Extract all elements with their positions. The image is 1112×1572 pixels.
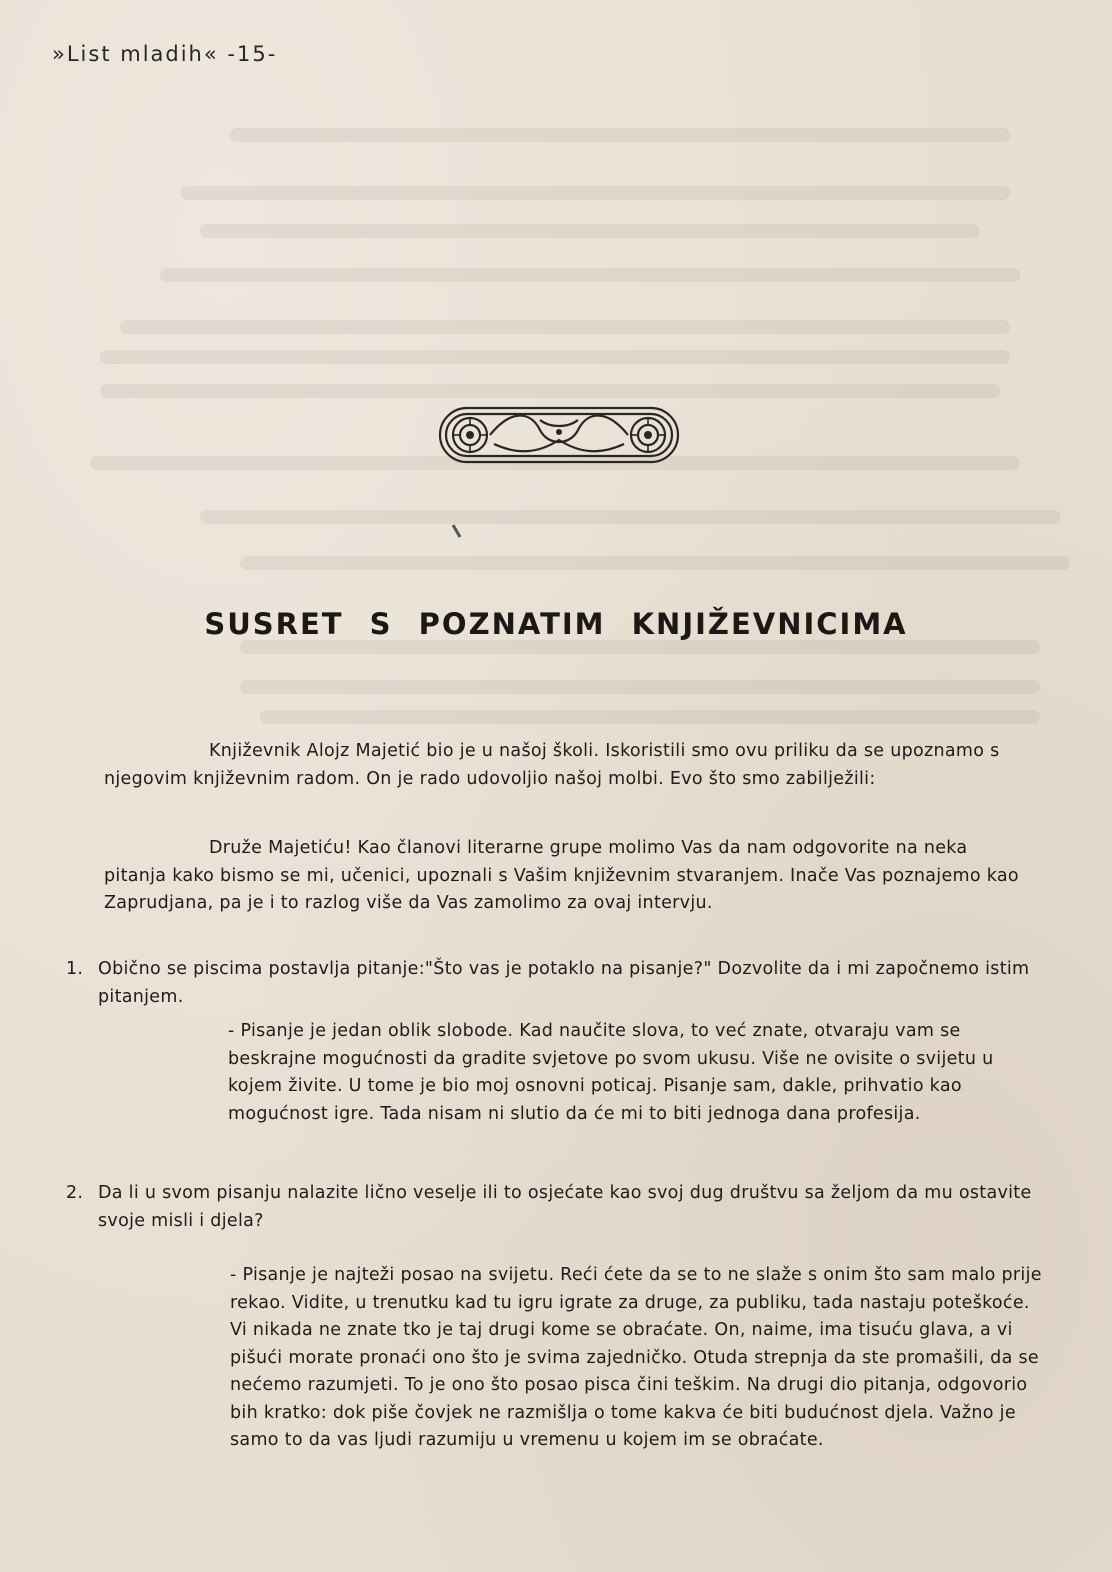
answer-2: - Pisanje je najteži posao na svijetu. Reći ćete da se to ne slaže s onim što sam malo prije rekao. Vidite, u trenutku kad tu igru igrate za druge, za publiku, tada nastaju poteškoće. Vi nikada ne znate tko je taj drugi kome se obraćate. On, naime, ima tisuću glava, a vi pišući morate pronaći ono što je svima zajedničko. Otuda strepnja da ste promašili, da se nećemo razumjeti. To je ono što posao pisca čini teškim. Na drugi dio pitanja, odgovorio bih kratko: dok piše čovjek ne razmišlja o tome kakva će biti budućnost djela. Važno je samo to da vas ljudi razumiju u vremenu u kojem im se obraćate. — [230, 1265, 1042, 1450]
page-number: -15- — [227, 42, 278, 66]
question-text: Obično se piscima postavlja pitanje:"Što vas je potaklo na pisanje?" Dozvolite da i mi započnemo istim pitanjem. — [98, 959, 1030, 1007]
running-header — [52, 42, 277, 66]
opening-question-paragraph: Druže Majetiću! Kao članovi literarne grupe molimo Vas da nam odgovorite na neka pitanja kako bismo se mi, učenici, upoznali s Vašim književnim stvaranjem. Inače Vas poznajemo kao Zaprudjana, pa je i to razlog više da Vas zamolimo za ovaj intervju. — [104, 838, 1019, 913]
article-title: SUSRET S POZNATIM KNJIŽEVNICIMA — [204, 607, 908, 642]
stray-pen-mark — [452, 524, 462, 538]
question-number: 2. — [66, 1183, 84, 1203]
question-number: 1. — [66, 959, 84, 979]
answer-1: - Pisanje je jedan oblik slobode. Kad naučite slova, to već znate, otvaraju vam se beskrajne mogućnosti da gradite svjetove po svom ukusu. Više ne ovisite o svijetu u kojem živite. U tome je bio moj osnovni poticaj. Pisanje sam, dakle, prihvatio kao mogućnost igre. Tada nisam ni slutio da će mi to biti jednoga dana profesija. — [228, 1021, 994, 1124]
decorative-ornament-icon — [430, 400, 688, 470]
intro-paragraph: Književnik Alojz Majetić bio je u našoj školi. Iskoristili smo ovu priliku da se upoznamo s njegovim književnim radom. On je rado udovoljio našoj molbi. Evo što smo zabilježili: — [104, 741, 1000, 789]
question-text: Da li u svom pisanju nalazite lično veselje ili to osjećate kao svoj dug društvu sa željom da mu ostavite svoje misli i djela? — [98, 1183, 1032, 1231]
publication-name: »List mladih« — [52, 42, 219, 66]
